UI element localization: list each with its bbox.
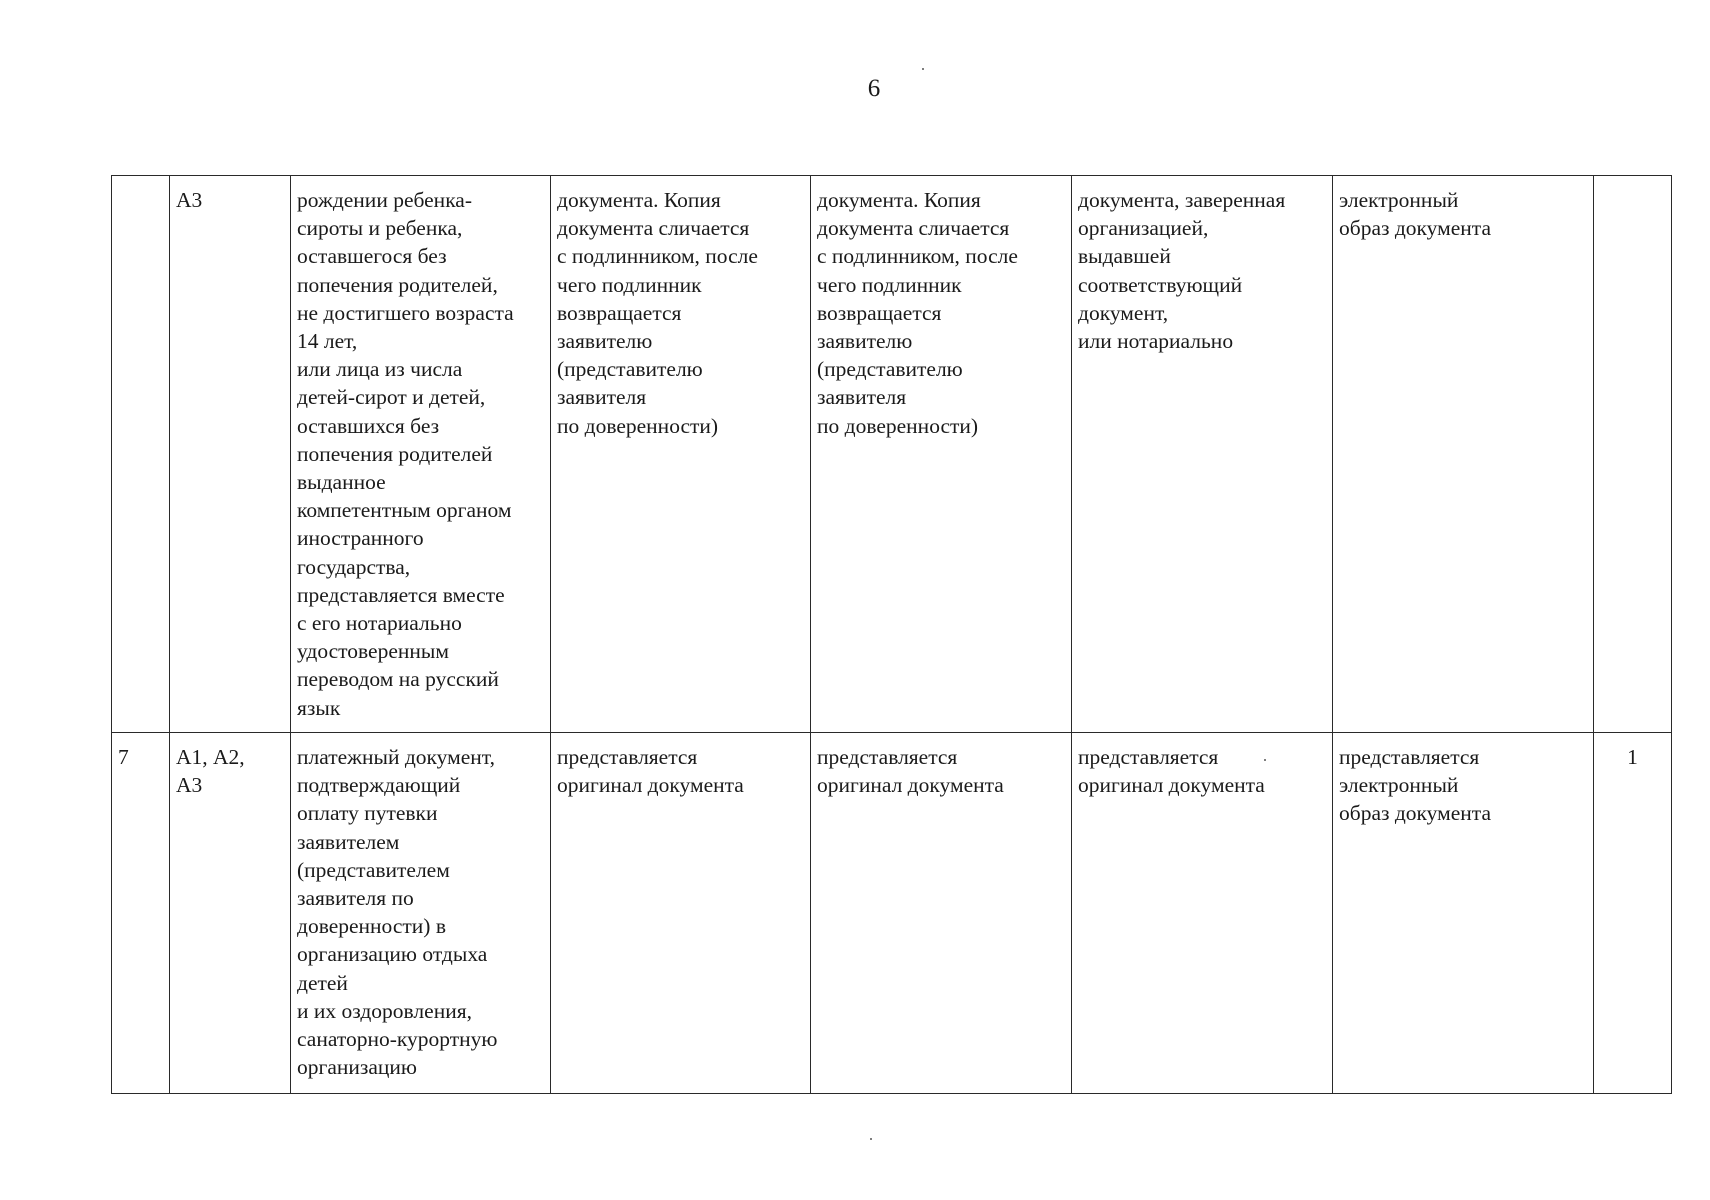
table-row <box>112 176 1672 733</box>
submission-method-cell-2: документа. Копия документа сличается с подлинником, после чего подлинник возвращается заявителю (представителю заявителя по доверенности) <box>811 176 1072 733</box>
count-cell: 1 <box>1594 733 1672 1094</box>
submission-method-cell-1: представляется оригинал документа <box>551 733 811 1094</box>
document-table <box>111 175 1672 1094</box>
document-name-cell: платежный документ, подтверждающий оплату путевки заявителем (представителем заявителя по доверенности) в организацию отдыха детей и их оздоровления, санаторно-курортную организацию <box>291 733 551 1094</box>
scan-speck <box>870 1138 872 1140</box>
submission-method-cell-4: электронный образ документа <box>1333 176 1594 733</box>
scan-speck <box>922 68 924 70</box>
table-row <box>112 733 1672 1094</box>
page-number: 6 <box>867 75 881 102</box>
applicant-codes-cell: А1, А2, А3 <box>170 733 291 1094</box>
submission-method-cell-4: представляется электронный образ документа <box>1333 733 1594 1094</box>
submission-method-cell-1: документа. Копия документа сличается с подлинником, после чего подлинник возвращается заявителю (представителю заявителя по доверенности) <box>551 176 811 733</box>
document-name-cell: рождении ребенка- сироты и ребенка, оставшегося без попечения родителей, не достигшего возраста 14 лет, или лица из числа детей-сирот и детей, оставшихся без попечения родителей выданное компетентным органом иностранного государства, представляется вместе с его нотариально удостоверенным переводом на русский язык <box>291 176 551 733</box>
count-cell <box>1594 176 1672 733</box>
scan-speck <box>1264 759 1266 761</box>
applicant-codes-cell: A3 <box>170 176 291 733</box>
row-number-cell: 7 <box>112 733 170 1094</box>
submission-method-cell-3: документа, заверенная организацией, выдавшей соответствующий документ, или нотариально <box>1072 176 1333 733</box>
row-number-cell <box>112 176 170 733</box>
submission-method-cell-3: представляется оригинал документа <box>1072 733 1333 1094</box>
submission-method-cell-2: представляется оригинал документа <box>811 733 1072 1094</box>
